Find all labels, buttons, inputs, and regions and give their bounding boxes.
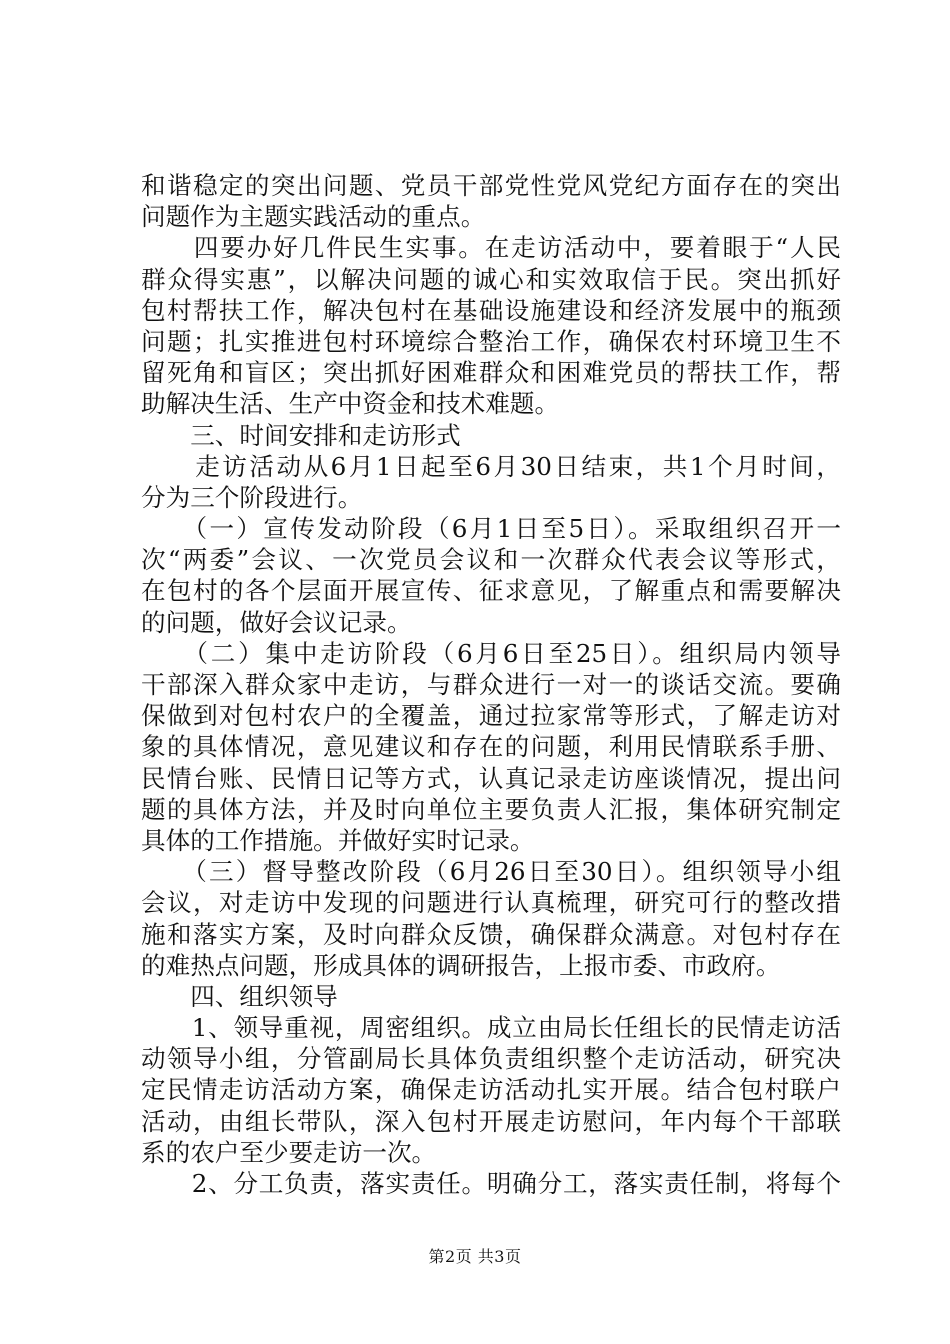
text-line: 活动，由组长带队，深入包村开展走访慰问，年内每个干部联 (141, 1106, 841, 1136)
text-line: 问题；扎实推进包村环境综合整治工作，确保农村环境卫生不 (141, 326, 841, 356)
text-line: 的问题，做好会议记录。 (141, 607, 412, 637)
text-line: （三）督导整改阶段（6月26日至30日）。组织领导小组 (141, 857, 841, 887)
document-body (141, 170, 841, 1199)
text-line: 助解决生活、生产中资金和技术难题。 (141, 389, 560, 419)
text-line: 1、领导重视，周密组织。成立由局长任组长的民情走访活 (141, 1013, 841, 1043)
text-line: 留死角和盲区；突出抓好困难群众和困难党员的帮扶工作，帮 (141, 358, 841, 388)
text-line: 四要办好几件民生实事。在走访活动中，要着眼于“人民 (141, 233, 841, 263)
text-line: （二）集中走访阶段（6月6日至25日）。组织局内领导 (141, 638, 841, 668)
text-line: 题的具体方法，并及时向单位主要负责人汇报，集体研究制定 (141, 794, 841, 824)
text-line: 会议，对走访中发现的问题进行认真梳理，研究可行的整改措 (141, 888, 841, 918)
text-line: 象的具体情况，意见建议和存在的问题，利用民情联系手册、 (141, 732, 841, 762)
text-line: 的难热点问题，形成具体的调研报告，上报市委、市政府。 (141, 950, 781, 980)
text-line: 分为三个阶段进行。 (141, 482, 363, 512)
text-line: 定民情走访活动方案，确保走访活动扎实开展。结合包村联户 (141, 1075, 841, 1105)
text-line: 民情台账、民情日记等方式，认真记录走访座谈情况，提出问 (141, 763, 841, 793)
text-line: 三、时间安排和走访形式 (141, 420, 461, 450)
text-line: 次“两委”会议、一次党员会议和一次群众代表会议等形式， (141, 545, 841, 575)
text-line: 和谐稳定的突出问题、党员干部党性党风党纪方面存在的突出 (141, 171, 841, 200)
text-line: 施和落实方案，及时向群众反馈，确保群众满意。对包村存在 (141, 919, 841, 949)
text-line: 包村帮扶工作，解决包村在基础设施建设和经济发展中的瓶颈 (141, 295, 841, 325)
page-footer: 第2页 共3页 (428, 1247, 522, 1266)
text-line: 系的农户至少要走访一次。 (141, 1137, 437, 1167)
text-line: 干部深入群众家中走访，与群众进行一对一的谈话交流。要确 (141, 670, 841, 699)
text-line: 2、分工负责，落实责任。明确分工，落实责任制，将每个 (141, 1169, 841, 1198)
text-line: 走访活动从6月1日起至6月30日结束，共1个月时间， (141, 451, 841, 481)
text-line: 在包村的各个层面开展宣传、征求意见，了解重点和需要解决 (141, 576, 841, 606)
text-line: （一）宣传发动阶段（6月1日至5日）。采取组织召开一 (141, 514, 841, 544)
text-line: 保做到对包村农户的全覆盖，通过拉家常等形式，了解走访对 (141, 701, 841, 731)
text-line: 群众得实惠”，以解决问题的诚心和实效取信于民。突出抓好 (141, 264, 841, 294)
text-line: 问题作为主题实践活动的重点。 (141, 202, 486, 232)
text-line: 动领导小组，分管副局长具体负责组织整个走访活动，研究决 (141, 1044, 841, 1074)
text-line: 四、组织领导 (141, 981, 338, 1011)
text-line: 具体的工作措施。并做好实时记录。 (141, 825, 535, 855)
